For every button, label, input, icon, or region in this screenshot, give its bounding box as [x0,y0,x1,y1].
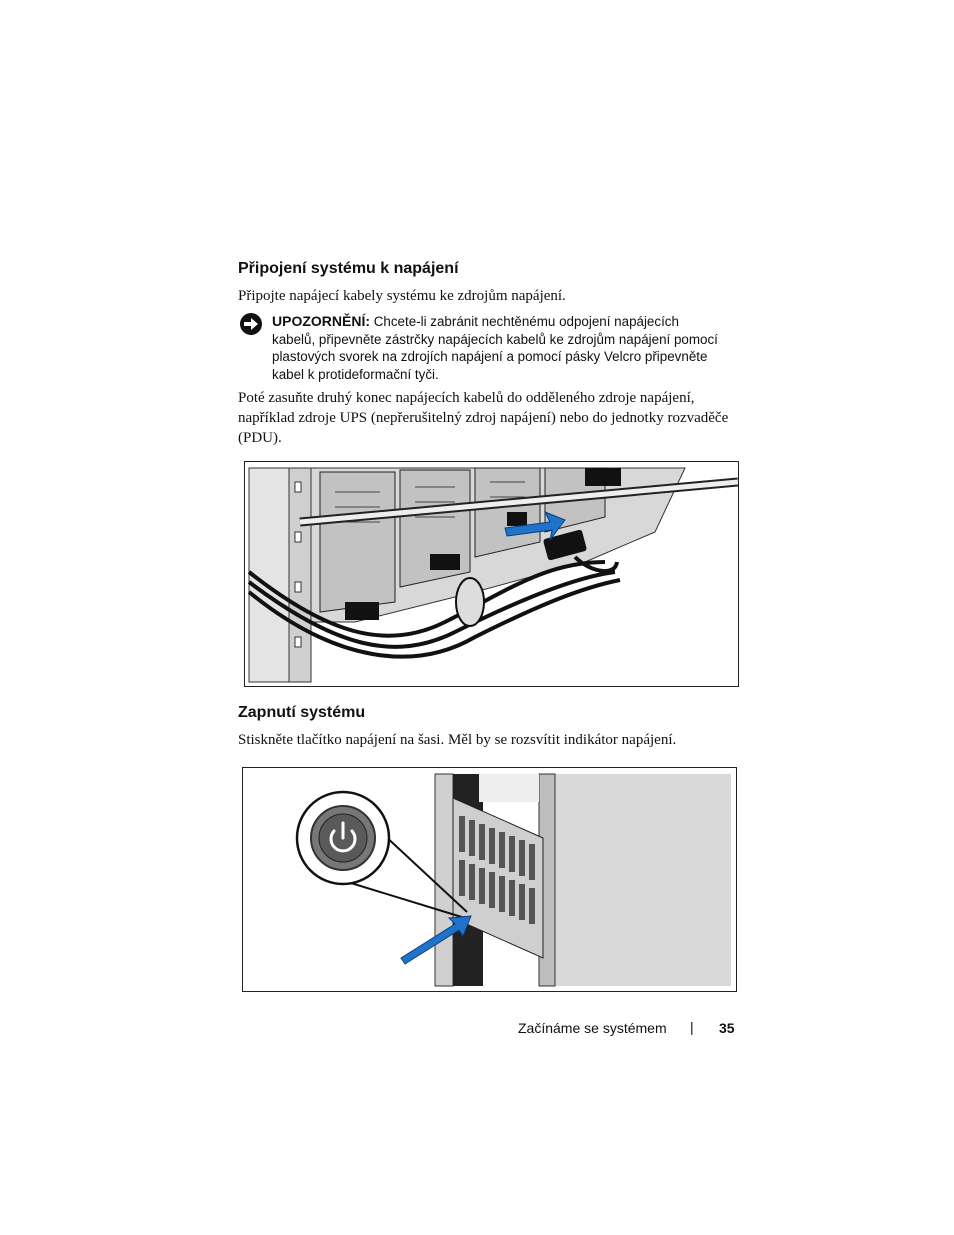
footer-chapter-title: Začínáme se systémem [518,1020,667,1036]
notice-line-4: kabel k protideformační tyči. [272,366,439,382]
section-intro-power-on: Stiskněte tlačítko napájení na šasi. Měl by se rozsvítit indikátor napájení. [238,732,677,748]
figure-power-cables [244,461,739,687]
notice-line-3: plastových svorek na zdrojích napájení a pomocí pásky Velcro připevněte [272,349,708,364]
figure-power-button [242,767,737,992]
footer-separator: | [690,1019,694,1035]
notice-icon [239,312,263,336]
paragraph-line-2: například zdroje UPS (nepřerušitelný zdroj napájení) nebo do jednotky rozvaděče [238,410,729,426]
paragraph-secondary-power [238,388,748,448]
section-heading-power-on: Zapnutí systému [238,704,366,721]
notice-line-1: Chcete-li zabránit nechtěnému odpojení napájecích [373,314,679,329]
footer-page-number: 35 [719,1020,735,1036]
notice-label: UPOZORNĚNÍ: [272,313,370,329]
power-button-illustration [243,768,736,991]
section-intro-power-connect: Připojte napájecí kabely systému ke zdrojům napájení. [238,288,566,304]
notice-line-2: kabelů, připevněte zástrčky napájecích kabelů ke zdrojům napájení pomocí [272,331,718,347]
paragraph-line-1: Poté zasuňte druhý konec napájecích kabelů do odděleného zdroje napájení, [238,390,695,406]
notice-block [272,313,742,383]
power-cable-illustration [245,462,738,686]
section-heading-power-connect: Připojení systému k napájení [238,260,459,277]
paragraph-line-3: (PDU). [238,430,282,446]
